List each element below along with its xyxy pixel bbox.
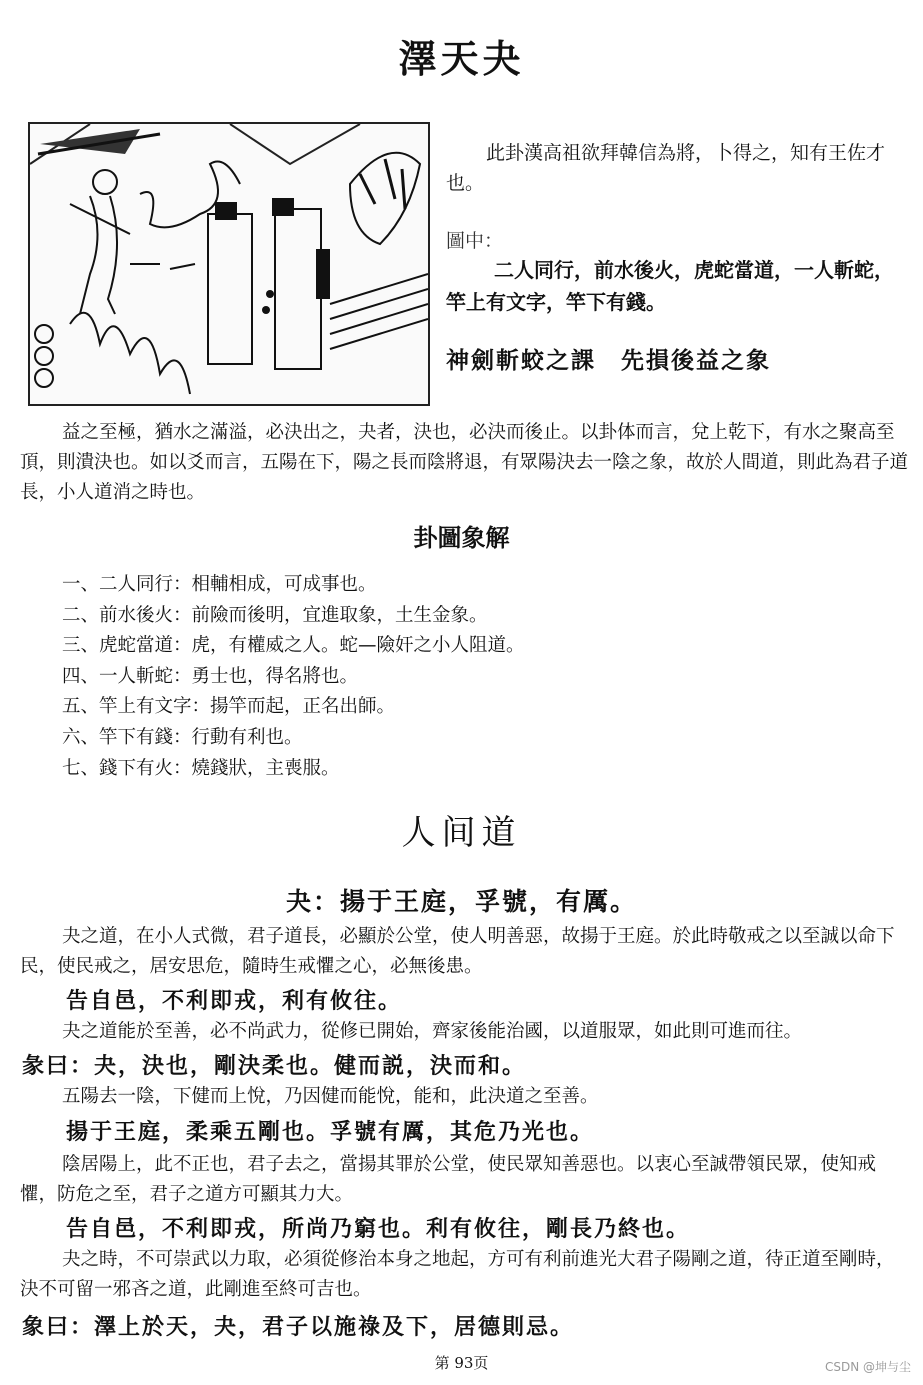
classic-line-1: 夬：揚于王庭，孚號，有厲。: [285, 887, 637, 916]
paragraph-2: 夬之道能於至善，必不尚武力，從修已開始，齊家後能治國，以道服眾，如此則可進而往。: [62, 1021, 803, 1042]
list-item: 一、二人同行：相輔相成，可成事也。: [62, 574, 377, 595]
paragraph-4: 陰居陽上，此不正也，君子去之，當揚其罪於公堂，使民眾知善惡也。以衷心至誠帶領民眾，使知戒懼，防危之至，君子之道方可顯其力大。: [20, 1154, 877, 1205]
tuzhong-text: 二人同行，前水後火，虎蛇當道，一人斬蛇，竿上有文字，竿下有錢。: [446, 258, 894, 314]
paragraph-3: 五陽去一陰，下健而上悅，乃因健而能悅，能和，此決道之至善。: [62, 1086, 599, 1107]
summary-paragraph: 益之至極，猶水之滿溢，必決出之，夬者，決也，必決而後止。以卦体而言，兌上乾下，有水之聚高至頂，則潰決也。如以爻而言，五陽在下，陽之長而陰將退，有眾陽決去一陰之象，故於人間道，則此為君子道長，小人道消之時也。: [20, 422, 909, 503]
guatu-list: [62, 570, 525, 784]
intro-text: 此卦漢高祖欲拜韓信為將，卜得之，知有王佐才也。: [446, 142, 886, 194]
paragraph-5: 夬之時，不可崇武以力取，必須從修治本身之地起，方可有利前進光大君子陽剛之道，待正道至剛時，決不可留一邪吝之道，此剛進至終可吉也。: [20, 1249, 895, 1300]
list-item: 七、錢下有火：燒錢狀，主喪服。: [62, 757, 340, 779]
illustration-drawing: [30, 124, 428, 404]
list-item: 三、虎蛇當道：虎，有權威之人。蛇—險奸之小人阻道。: [62, 635, 525, 657]
classic-line-4: 揚于王庭，柔乘五剛也。孚號有厲，其危乃光也。: [66, 1119, 595, 1145]
tuzhong-label: 圖中：: [446, 230, 504, 252]
classic-line-3: 彖曰：夬，決也，剛決柔也。健而説，決而和。: [22, 1053, 527, 1079]
list-item: 五、竿上有文字：揚竿而起，正名出師。: [62, 696, 396, 718]
classic-line-6: 象曰：澤上於天，夬，君子以施祿及下，居德則忌。: [22, 1314, 575, 1340]
paragraph-1: 夬之道，在小人式微，君子道長，必顯於公堂，使人明善惡，故揚于王庭。於此時敬戒之以至誠以命下民，使民戒之，居安思危，隨時生戒懼之心，必無後患。: [20, 926, 895, 977]
classic-line-2: 告自邑，不利即戎，利有攸往。: [66, 988, 403, 1014]
classic-line-5: 告自邑，不利即戎，所尚乃窮也。利有攸往，剛長乃終也。: [66, 1216, 691, 1242]
list-item: 六、竿下有錢：行動有利也。: [62, 726, 303, 748]
watermark-text: CSDN @坤与尘: [824, 1360, 911, 1374]
kewen-text: 神劍斬蛟之課 先損後益之象: [446, 347, 771, 374]
section-renjian-heading: 人间道: [401, 813, 522, 853]
list-item: 四、一人斬蛇：勇士也，得名將也。: [62, 665, 359, 687]
page-number: 第 93页: [434, 1354, 489, 1372]
illustration-image: [28, 122, 430, 406]
list-item: 二、前水後火：前險而後明，宜進取象，土生金象。: [62, 604, 488, 626]
section-guatu-heading: 卦圖象解: [413, 523, 510, 552]
page-title: 澤天夬: [398, 36, 525, 81]
